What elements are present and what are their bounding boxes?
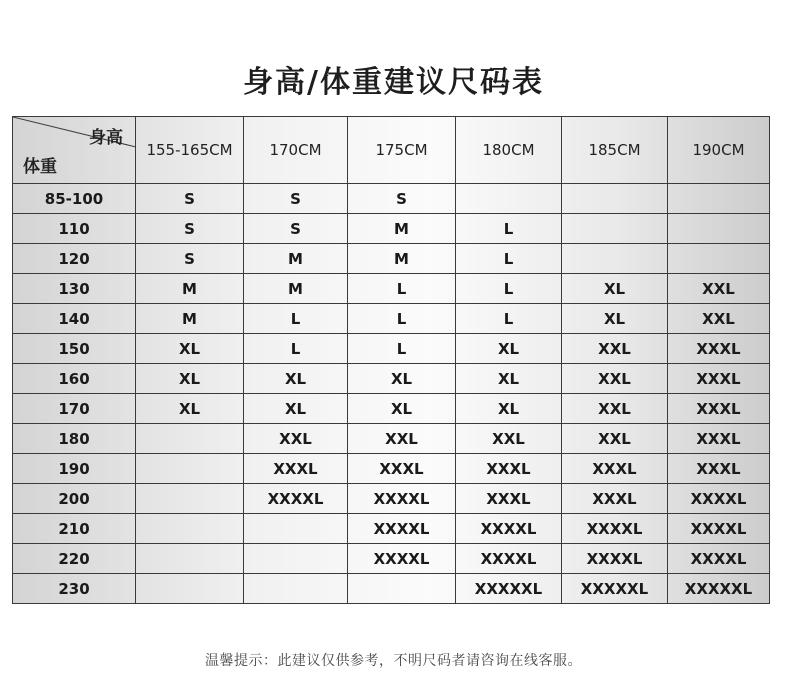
size-cell: L — [348, 304, 456, 334]
weight-cell: 220 — [13, 544, 136, 574]
size-cell: L — [348, 334, 456, 364]
height-header-cell: 180CM — [456, 117, 562, 184]
weight-cell: 110 — [13, 214, 136, 244]
size-cell: XXXXL — [668, 544, 770, 574]
size-cell: XL — [456, 394, 562, 424]
size-cell — [136, 454, 244, 484]
size-cell: XXXXL — [348, 484, 456, 514]
size-cell: XL — [244, 364, 348, 394]
size-cell: XXXL — [668, 334, 770, 364]
weight-cell: 130 — [13, 274, 136, 304]
size-cell: XXL — [348, 424, 456, 454]
size-cell: S — [244, 214, 348, 244]
size-cell: S — [136, 214, 244, 244]
table-row — [13, 394, 770, 424]
size-cell: XXXXXL — [562, 574, 668, 604]
table-row — [13, 514, 770, 544]
size-cell — [668, 244, 770, 274]
size-cell: XXL — [244, 424, 348, 454]
table-row — [13, 544, 770, 574]
weight-cell: 85-100 — [13, 184, 136, 214]
size-cell: M — [348, 214, 456, 244]
size-cell: XXL — [562, 334, 668, 364]
weight-cell: 170 — [13, 394, 136, 424]
size-cell: XXXXL — [562, 544, 668, 574]
weight-cell: 160 — [13, 364, 136, 394]
table-row — [13, 484, 770, 514]
table-row — [13, 244, 770, 274]
size-cell: XXXL — [668, 364, 770, 394]
size-cell: XL — [244, 394, 348, 424]
size-cell: S — [244, 184, 348, 214]
size-cell: XXXXL — [348, 514, 456, 544]
size-cell: XXXL — [456, 484, 562, 514]
table-body — [13, 184, 770, 604]
size-cell: M — [136, 274, 244, 304]
table-row — [13, 454, 770, 484]
height-header-cell: 175CM — [348, 117, 456, 184]
size-cell: XL — [562, 304, 668, 334]
size-cell: XXXL — [668, 394, 770, 424]
size-cell: L — [456, 244, 562, 274]
weight-cell: 150 — [13, 334, 136, 364]
size-cell: XXXXXL — [456, 574, 562, 604]
size-cell: M — [244, 244, 348, 274]
table-row — [13, 364, 770, 394]
size-cell: XL — [136, 334, 244, 364]
size-cell: XXXXL — [456, 544, 562, 574]
size-cell — [244, 574, 348, 604]
size-cell — [562, 184, 668, 214]
size-cell: XL — [136, 394, 244, 424]
size-cell: M — [348, 244, 456, 274]
size-cell — [562, 244, 668, 274]
size-cell: XXXL — [348, 454, 456, 484]
size-cell: XL — [456, 364, 562, 394]
height-header-cell: 155-165CM — [136, 117, 244, 184]
size-cell: XXXXL — [456, 514, 562, 544]
size-cell: L — [244, 304, 348, 334]
size-cell: XL — [348, 364, 456, 394]
size-cell: XXXXL — [244, 484, 348, 514]
size-cell: XXXXXL — [668, 574, 770, 604]
size-cell: L — [456, 304, 562, 334]
height-axis-label: 身高 — [89, 128, 123, 148]
size-cell — [136, 424, 244, 454]
size-cell: XXL — [562, 364, 668, 394]
size-cell: XXXL — [562, 484, 668, 514]
footer-note: 温馨提示：此建议仅供参考，不明尺码者请咨询在线客服。 — [205, 653, 582, 669]
table-row — [13, 424, 770, 454]
size-cell — [244, 514, 348, 544]
size-cell: XXL — [668, 274, 770, 304]
weight-axis-label: 体重 — [23, 157, 57, 177]
weight-cell: 180 — [13, 424, 136, 454]
size-cell: XXXL — [668, 454, 770, 484]
weight-cell: 230 — [13, 574, 136, 604]
size-chart-table — [12, 116, 770, 604]
size-cell: S — [348, 184, 456, 214]
size-cell — [668, 214, 770, 244]
size-cell — [136, 484, 244, 514]
size-cell — [136, 514, 244, 544]
header-row — [13, 117, 770, 184]
size-cell: L — [348, 274, 456, 304]
table-row — [13, 184, 770, 214]
size-cell: XXL — [562, 394, 668, 424]
weight-cell: 200 — [13, 484, 136, 514]
weight-cell: 140 — [13, 304, 136, 334]
weight-cell: 190 — [13, 454, 136, 484]
height-header-cell: 190CM — [668, 117, 770, 184]
table-row — [13, 304, 770, 334]
size-cell: S — [136, 184, 244, 214]
table-row — [13, 274, 770, 304]
size-cell: XL — [136, 364, 244, 394]
size-cell — [136, 574, 244, 604]
size-cell: XXXXL — [348, 544, 456, 574]
size-cell: XXXL — [562, 454, 668, 484]
table-row — [13, 334, 770, 364]
table-row — [13, 574, 770, 604]
size-cell: XXL — [562, 424, 668, 454]
size-cell: L — [456, 274, 562, 304]
size-cell: M — [244, 274, 348, 304]
size-cell — [348, 574, 456, 604]
table-row — [13, 214, 770, 244]
size-cell: M — [136, 304, 244, 334]
size-cell: XXXXL — [562, 514, 668, 544]
weight-cell: 210 — [13, 514, 136, 544]
size-cell — [562, 214, 668, 244]
weight-cell: 120 — [13, 244, 136, 274]
size-cell — [136, 544, 244, 574]
height-header-cell: 185CM — [562, 117, 668, 184]
size-cell: XL — [562, 274, 668, 304]
size-cell: XXXL — [244, 454, 348, 484]
size-cell — [456, 184, 562, 214]
size-cell — [668, 184, 770, 214]
size-cell: XXL — [456, 424, 562, 454]
page-title: 身高/体重建议尺码表 — [243, 65, 544, 100]
height-header-cell: 170CM — [244, 117, 348, 184]
size-cell: S — [136, 244, 244, 274]
size-cell — [244, 544, 348, 574]
size-cell: L — [244, 334, 348, 364]
size-cell: XXXL — [456, 454, 562, 484]
corner-header-cell — [13, 117, 136, 184]
size-cell: XXXXL — [668, 484, 770, 514]
size-cell: XL — [348, 394, 456, 424]
size-cell: XXXXL — [668, 514, 770, 544]
size-cell: XXXL — [668, 424, 770, 454]
size-cell: XL — [456, 334, 562, 364]
size-cell: L — [456, 214, 562, 244]
size-cell: XXL — [668, 304, 770, 334]
